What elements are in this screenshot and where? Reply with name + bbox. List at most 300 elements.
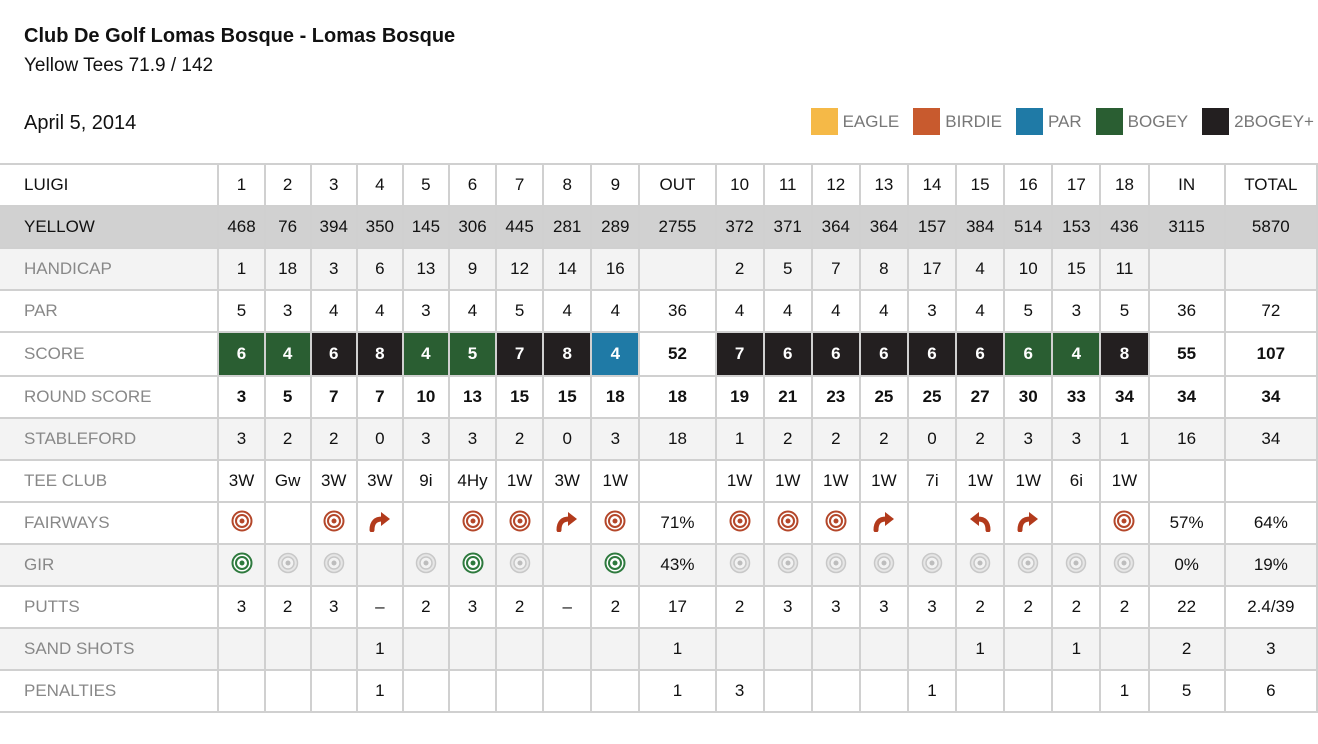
round-score-row-label: ROUND SCORE [0,376,218,418]
handicap-cell: 18 [265,248,311,290]
par-row-label: PAR [0,290,218,332]
handicap-cell [1225,248,1317,290]
par-cell: 3 [403,290,449,332]
penalties-cell [1052,670,1100,712]
tee-club-row-label: TEE CLUB [0,460,218,502]
gir-miss-icon [873,552,895,579]
stableford-cell: 34 [1225,418,1317,460]
stableford-cell: 18 [639,418,715,460]
sand-cell: 1 [956,628,1004,670]
teeclub-cell: 3W [357,460,403,502]
legend-bogey [1096,108,1188,135]
stableford-cell: 2 [956,418,1004,460]
column-header: 5 [403,164,449,206]
putts-cell: 2.4/39 [1225,586,1317,628]
sand-cell [908,628,956,670]
stableford-cell: 3 [1004,418,1052,460]
stableford-cell: 3 [403,418,449,460]
sand-cell [860,628,908,670]
yardage-row [0,206,1317,248]
round-cell: 15 [543,376,591,418]
yellow-cell: 364 [860,206,908,248]
gir-cell [1004,544,1052,586]
miss-left-arrow-icon [968,510,992,537]
column-header: IN [1149,164,1225,206]
tee-rating: Yellow Tees 71.9 / 142 [24,55,214,76]
score-cell: 4 [1052,332,1100,376]
par-cell: 3 [1052,290,1100,332]
score-cell: 8 [357,332,403,376]
par-cell: 36 [639,290,715,332]
yellow-cell: 2755 [639,206,715,248]
penalties-cell [218,670,264,712]
score-cell: 4 [403,332,449,376]
yellow-cell: 350 [357,206,403,248]
penalties-cell [764,670,812,712]
fairways-cell [311,502,357,544]
penalties-cell: 1 [908,670,956,712]
yellow-cell: 76 [265,206,311,248]
gir-cell [591,544,639,586]
legend-double-bogey-label: 2BOGEY+ [1234,111,1314,131]
sand-shots-row-label: SAND SHOTS [0,628,218,670]
yellow-cell: 153 [1052,206,1100,248]
sand-cell [543,628,591,670]
score-cell: 8 [543,332,591,376]
penalties-cell: 1 [357,670,403,712]
stableford-cell: 3 [1052,418,1100,460]
gir-cell [764,544,812,586]
score-cell: 4 [265,332,311,376]
par-cell: 4 [716,290,764,332]
fairways-cell [1100,502,1148,544]
fairways-cell [357,502,403,544]
yellow-cell: 384 [956,206,1004,248]
stableford-cell: 2 [265,418,311,460]
penalties-cell: 1 [1100,670,1148,712]
gir-miss-icon [1113,552,1135,579]
round-cell: 13 [449,376,496,418]
par-cell: 5 [496,290,543,332]
putts-cell: 3 [812,586,860,628]
gir-cell [908,544,956,586]
handicap-cell: 15 [1052,248,1100,290]
handicap-cell: 4 [956,248,1004,290]
par-cell: 4 [860,290,908,332]
putts-cell: 17 [639,586,715,628]
gir-miss-icon [921,552,943,579]
penalties-row-label: PENALTIES [0,670,218,712]
stableford-cell: 16 [1149,418,1225,460]
gir-cell: 0% [1149,544,1225,586]
fairways-cell [860,502,908,544]
putts-cell: 3 [860,586,908,628]
handicap-cell: 3 [311,248,357,290]
putts-cell: 3 [764,586,812,628]
round-cell: 34 [1225,376,1317,418]
teeclub-cell [1225,460,1317,502]
handicap-cell: 9 [449,248,496,290]
fairways-cell [1052,502,1100,544]
yellow-cell: 372 [716,206,764,248]
penalties-cell [449,670,496,712]
sand-cell [449,628,496,670]
scorecard-table [0,163,1318,713]
teeclub-cell: 1W [860,460,908,502]
stableford-row [0,418,1317,460]
par-cell: 4 [311,290,357,332]
fairway-hit-icon [323,510,345,537]
penalties-cell: 5 [1149,670,1225,712]
putts-cell: 3 [449,586,496,628]
round-cell: 25 [908,376,956,418]
course-title: Club De Golf Lomas Bosque - Lomas Bosque [24,25,456,47]
round-cell: 18 [591,376,639,418]
score-cell: 107 [1225,332,1317,376]
fairways-row-label: FAIRWAYS [0,502,218,544]
putts-cell: 22 [1149,586,1225,628]
round-cell: 18 [639,376,715,418]
tee-club-row [0,460,1317,502]
score-cell: 6 [908,332,956,376]
penalties-cell [543,670,591,712]
handicap-cell: 11 [1100,248,1148,290]
fairway-hit-icon [729,510,751,537]
round-cell: 23 [812,376,860,418]
penalties-cell [956,670,1004,712]
sand-cell: 3 [1225,628,1317,670]
penalties-cell: 3 [716,670,764,712]
yellow-cell: 394 [311,206,357,248]
stableford-cell: 2 [860,418,908,460]
fairways-cell [956,502,1004,544]
player-name: LUIGI [0,164,218,206]
fairways-cell [764,502,812,544]
gir-cell [812,544,860,586]
teeclub-cell [639,460,715,502]
yellow-cell: 468 [218,206,264,248]
score-cell: 6 [860,332,908,376]
gir-cell [956,544,1004,586]
handicap-cell: 12 [496,248,543,290]
gir-cell [543,544,591,586]
fairways-cell: 64% [1225,502,1317,544]
putts-cell: 2 [403,586,449,628]
teeclub-cell: 4Hy [449,460,496,502]
miss-right-arrow-icon [555,510,579,537]
column-header: OUT [639,164,715,206]
sand-cell [716,628,764,670]
handicap-row [0,248,1317,290]
putts-cell: 3 [311,586,357,628]
gir-row [0,544,1317,586]
score-cell: 7 [496,332,543,376]
penalties-cell [860,670,908,712]
penalties-cell [265,670,311,712]
round-cell: 3 [218,376,264,418]
score-cell: 6 [218,332,264,376]
handicap-cell: 14 [543,248,591,290]
putts-cell: 3 [908,586,956,628]
par-cell: 4 [591,290,639,332]
fairways-cell [496,502,543,544]
column-header: TOTAL [1225,164,1317,206]
fairways-cell [1004,502,1052,544]
round-cell: 34 [1149,376,1225,418]
round-date: April 5, 2014 [24,112,137,134]
score-cell: 6 [311,332,357,376]
fairways-cell [449,502,496,544]
round-cell: 7 [311,376,357,418]
stableford-cell: 1 [1100,418,1148,460]
column-header: 1 [218,164,264,206]
round-cell: 25 [860,376,908,418]
teeclub-cell: 9i [403,460,449,502]
sand-cell [403,628,449,670]
putts-cell: 2 [265,586,311,628]
gir-miss-icon [323,552,345,579]
par-cell: 4 [357,290,403,332]
par-row [0,290,1317,332]
sand-cell: 1 [357,628,403,670]
handicap-cell: 13 [403,248,449,290]
penalties-cell [812,670,860,712]
putts-cell: 2 [1004,586,1052,628]
gir-cell [403,544,449,586]
column-header: 9 [591,164,639,206]
round-cell: 10 [403,376,449,418]
round-cell: 30 [1004,376,1052,418]
putts-row [0,586,1317,628]
teeclub-cell: 1W [764,460,812,502]
gir-cell: 19% [1225,544,1317,586]
par-cell: 3 [265,290,311,332]
gir-cell [218,544,264,586]
yellow-cell: 281 [543,206,591,248]
gir-miss-icon [509,552,531,579]
sand-cell [764,628,812,670]
score-cell: 4 [591,332,639,376]
gir-hit-icon [604,552,626,579]
par-cell: 72 [1225,290,1317,332]
gir-cell [357,544,403,586]
teeclub-cell: 7i [908,460,956,502]
column-header: 11 [764,164,812,206]
penalties-cell [403,670,449,712]
score-legend [811,108,1318,135]
column-header: 13 [860,164,908,206]
teeclub-cell: 1W [812,460,860,502]
penalties-cell: 1 [639,670,715,712]
column-header: 2 [265,164,311,206]
legend-par-swatch [1016,108,1043,135]
stableford-cell: 1 [716,418,764,460]
yardage-row-label: YELLOW [0,206,218,248]
stableford-cell: 3 [218,418,264,460]
yellow-cell: 145 [403,206,449,248]
penalties-cell [1004,670,1052,712]
score-cell: 6 [956,332,1004,376]
par-cell: 36 [1149,290,1225,332]
teeclub-cell: 1W [591,460,639,502]
legend-eagle-swatch [811,108,838,135]
putts-cell: 2 [1100,586,1148,628]
sand-cell [265,628,311,670]
round-cell: 27 [956,376,1004,418]
legend-birdie-swatch [913,108,940,135]
sand-shots-row [0,628,1317,670]
sand-cell: 1 [639,628,715,670]
miss-right-arrow-icon [872,510,896,537]
yellow-cell: 3115 [1149,206,1225,248]
gir-cell [1052,544,1100,586]
gir-miss-icon [1017,552,1039,579]
fairways-cell [543,502,591,544]
par-cell: 5 [218,290,264,332]
round-cell: 5 [265,376,311,418]
handicap-cell: 6 [357,248,403,290]
par-cell: 4 [764,290,812,332]
gir-cell [311,544,357,586]
par-cell: 4 [956,290,1004,332]
round-cell: 33 [1052,376,1100,418]
handicap-cell: 2 [716,248,764,290]
par-cell: 5 [1100,290,1148,332]
handicap-row-label: HANDICAP [0,248,218,290]
putts-cell: 2 [591,586,639,628]
yellow-cell: 445 [496,206,543,248]
stableford-cell: 2 [764,418,812,460]
yellow-cell: 514 [1004,206,1052,248]
fairway-hit-icon [604,510,626,537]
penalties-cell [496,670,543,712]
legend-par-label: PAR [1047,111,1082,131]
stableford-cell: 2 [812,418,860,460]
yellow-cell: 371 [764,206,812,248]
stableford-cell: 2 [496,418,543,460]
column-header: 16 [1004,164,1052,206]
penalties-cell: 6 [1225,670,1317,712]
putts-cell: – [357,586,403,628]
putts-cell: 3 [218,586,264,628]
fairway-hit-icon [777,510,799,537]
yellow-cell: 306 [449,206,496,248]
gir-hit-icon [462,552,484,579]
stableford-cell: 0 [908,418,956,460]
fairway-hit-icon [509,510,531,537]
score-cell: 6 [812,332,860,376]
fairways-cell [403,502,449,544]
gir-cell [860,544,908,586]
gir-miss-icon [969,552,991,579]
legend-eagle [811,108,900,135]
stableford-row-label: STABLEFORD [0,418,218,460]
legend-birdie-label: BIRDIE [945,111,1002,131]
round-cell: 21 [764,376,812,418]
fairways-cell: 71% [639,502,715,544]
teeclub-cell: 6i [1052,460,1100,502]
gir-hit-icon [231,552,253,579]
legend-double-bogey-swatch [1202,108,1229,135]
round-cell: 19 [716,376,764,418]
putts-row-label: PUTTS [0,586,218,628]
sand-cell: 2 [1149,628,1225,670]
score-cell: 55 [1149,332,1225,376]
fairways-cell [265,502,311,544]
handicap-cell [639,248,715,290]
fairways-cell: 57% [1149,502,1225,544]
handicap-cell: 16 [591,248,639,290]
gir-cell: 43% [639,544,715,586]
yellow-cell: 289 [591,206,639,248]
teeclub-cell: 3W [311,460,357,502]
round-cell: 15 [496,376,543,418]
column-header: 4 [357,164,403,206]
putts-cell: 2 [716,586,764,628]
legend-double-bogey [1202,108,1314,135]
teeclub-cell: 3W [543,460,591,502]
handicap-cell: 10 [1004,248,1052,290]
gir-miss-icon [415,552,437,579]
sand-cell [311,628,357,670]
handicap-cell: 5 [764,248,812,290]
fairway-hit-icon [1113,510,1135,537]
column-header: 14 [908,164,956,206]
stableford-cell: 2 [311,418,357,460]
column-header: 6 [449,164,496,206]
fairways-cell [218,502,264,544]
column-header: 7 [496,164,543,206]
handicap-cell: 17 [908,248,956,290]
column-header: 18 [1100,164,1148,206]
teeclub-cell: 1W [716,460,764,502]
teeclub-cell [1149,460,1225,502]
yellow-cell: 5870 [1225,206,1317,248]
sand-cell: 1 [1052,628,1100,670]
score-cell: 8 [1100,332,1148,376]
score-cell: 6 [764,332,812,376]
miss-right-arrow-icon [368,510,392,537]
handicap-cell: 8 [860,248,908,290]
gir-miss-icon [277,552,299,579]
putts-cell: 2 [956,586,1004,628]
stableford-cell: 0 [543,418,591,460]
gir-cell [716,544,764,586]
legend-bogey-swatch [1096,108,1123,135]
column-header: 3 [311,164,357,206]
putts-cell: 2 [1052,586,1100,628]
sand-cell [812,628,860,670]
legend-par [1016,108,1082,135]
par-cell: 3 [908,290,956,332]
yellow-cell: 157 [908,206,956,248]
gir-miss-icon [1065,552,1087,579]
gir-cell [1100,544,1148,586]
legend-bogey-label: BOGEY [1127,111,1189,131]
column-header: 8 [543,164,591,206]
handicap-cell [1149,248,1225,290]
teeclub-cell: 3W [218,460,264,502]
par-cell: 5 [1004,290,1052,332]
sand-cell [1100,628,1148,670]
column-header: 10 [716,164,764,206]
gir-miss-icon [825,552,847,579]
gir-cell [496,544,543,586]
legend-eagle-label: EAGLE [842,111,900,131]
par-cell: 4 [543,290,591,332]
round-score-row [0,376,1317,418]
yellow-cell: 436 [1100,206,1148,248]
